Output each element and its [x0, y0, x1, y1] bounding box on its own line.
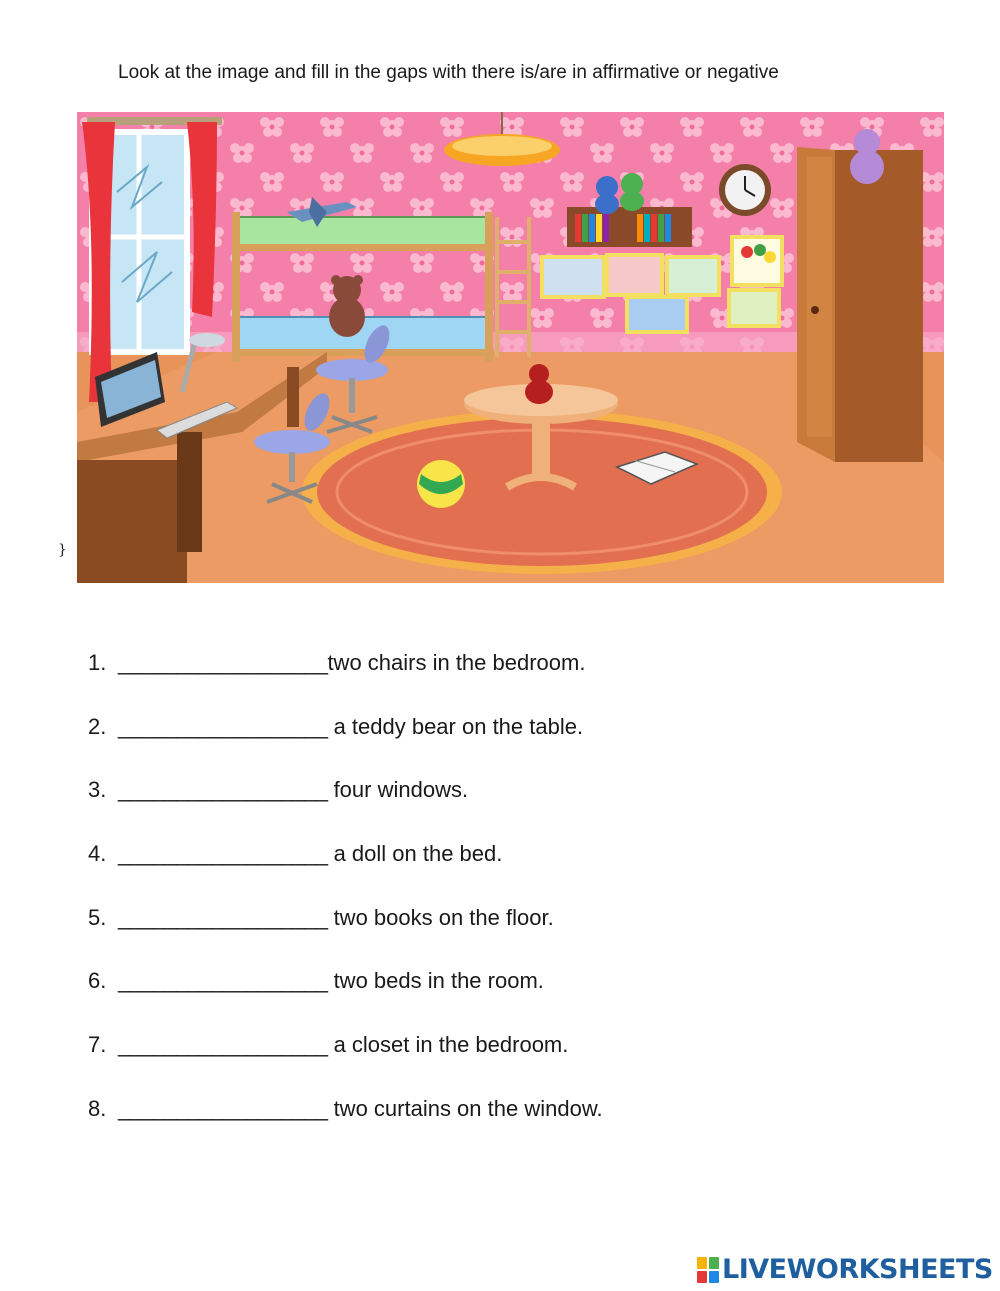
item-text: two chairs in the bedroom. — [327, 650, 586, 675]
logo-block — [697, 1271, 707, 1283]
exercise-item — [88, 1032, 788, 1096]
exercise-list — [88, 650, 788, 1160]
answer-blank[interactable]: __________________ — [118, 968, 328, 994]
logo-block — [709, 1257, 719, 1269]
item-text: two curtains on the window. — [333, 1095, 603, 1121]
item-text: a doll on the bed. — [333, 841, 503, 867]
exercise-item — [88, 650, 788, 714]
bookshelf — [567, 207, 692, 247]
liveworksheets-logo[interactable] — [697, 1254, 993, 1285]
answer-blank[interactable]: __________________ — [118, 713, 328, 739]
item-text: a teddy bear on the table. — [333, 713, 584, 739]
answer-blank[interactable]: __________________ — [118, 650, 328, 675]
item-text: a closet in the bedroom. — [333, 1032, 569, 1058]
answer-blank[interactable]: __________________ — [118, 841, 328, 867]
answer-blank[interactable]: __________________ — [118, 1095, 328, 1121]
item-number: 3. — [88, 777, 107, 803]
stray-brace-mark: } — [58, 542, 67, 558]
answer-blank[interactable]: __________________ — [118, 777, 328, 803]
ball — [417, 460, 465, 508]
wall-clock — [719, 164, 771, 216]
exercise-item — [88, 1096, 788, 1160]
item-text: two books on the floor. — [333, 904, 554, 930]
exercise-item — [88, 841, 788, 905]
teddy-bear-on-bed — [329, 275, 365, 337]
exercise-item — [88, 777, 788, 841]
answer-blank[interactable]: __________________ — [118, 904, 328, 930]
exercise-item — [88, 714, 788, 778]
item-number: 7. — [88, 1032, 107, 1058]
item-number: 4. — [88, 841, 107, 867]
item-text: four windows. — [333, 777, 469, 803]
logo-block — [709, 1271, 719, 1283]
item-number: 6. — [88, 968, 107, 994]
bedroom-illustration — [77, 112, 944, 583]
logo-block — [697, 1257, 707, 1269]
item-number: 1. — [88, 650, 107, 675]
toy-bear-on-closet — [850, 129, 884, 184]
instruction-text: Look at the image and fill in the gaps with there is/are in affirmative or negative — [118, 62, 779, 83]
closet — [797, 147, 923, 462]
item-number: 2. — [88, 713, 107, 739]
exercise-item — [88, 968, 788, 1032]
exercise-item — [88, 905, 788, 969]
item-number: 8. — [88, 1095, 107, 1121]
answer-blank[interactable]: __________________ — [118, 1032, 328, 1058]
liveworksheets-icon — [697, 1257, 719, 1283]
item-text: two beds in the room. — [333, 968, 544, 994]
item-number: 5. — [88, 904, 107, 930]
brand-name: LIVEWORKSHEETS — [722, 1254, 993, 1285]
